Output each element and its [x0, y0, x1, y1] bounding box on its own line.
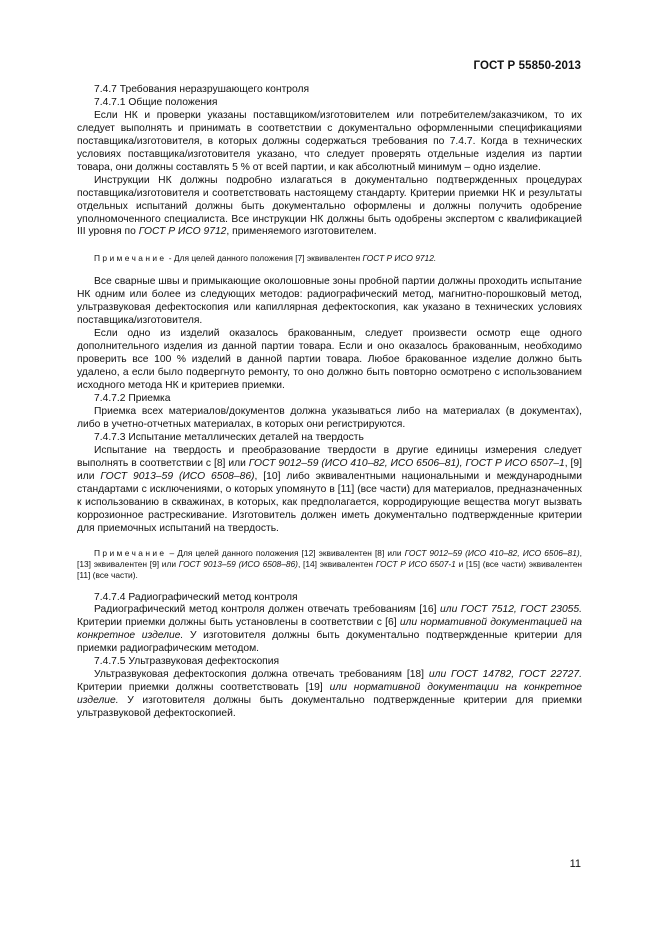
paragraph-general-1: Если НК и проверки указаны поставщиком/изготовителем или потребителем/заказчиком, то их следует выполнять и принимать в соответствии с документально оформленными спецификациями поставщика/изготовителя, в которых должны содержаться требования по 7.4.7. Когда в технических условиях поставщика/изготовителя указано, что следует проверять отдельные изделия из партии товара, они должны составлять 5 % от всей партии, и как абсолютный минимум – одно изделие. [77, 109, 582, 173]
standard-reference: или ГОСТ 14782, ГОСТ 22727. [428, 669, 582, 681]
standard-reference: ГОСТ Р ИСО 6507-1 [375, 558, 456, 569]
page-number: 11 [569, 858, 581, 870]
note-2: Примечание – Для целей данного положения [12] эквивалентен [8] или ГОСТ 9012–59 (ИСО 410–82, ИСО 6506–81), [13] эквивалентен [9] или ГОСТ 9013–59 (ИСО 6508–86), [14] эквивалентен ГОСТ Р ИСО 6507-1 и [15] (все части) эквивалентен [11] (все части). [77, 547, 582, 580]
standard-reference: ГОСТ 9012–59 (ИСО 410–82, ИСО 6506–81) [404, 547, 580, 558]
document-code: ГОСТ Р 55850-2013 [473, 60, 581, 72]
standard-reference: ГОСТ Р ИСО 9712. [362, 253, 437, 264]
standard-reference: ГОСТ 9013–59 (ИСО 6508–86) [100, 470, 255, 482]
standard-reference: или нормативной документации на конкретное изделие. [77, 682, 582, 707]
subsection-heading-7-4-7-3: 7.4.7.3 Испытание металлических деталей на твердость [94, 431, 364, 443]
note-1: Примечание - Для целей данного положения [7] эквивалентен ГОСТ Р ИСО 9712. [94, 253, 437, 264]
subsection-heading-7-4-7-4: 7.4.7.4 Радиографический метод контроля [94, 591, 298, 603]
standard-reference: или нормативной документацией на конкретное изделие. [77, 617, 582, 642]
standard-reference: ГОСТ 9012–59 (ИСО 410–82, ИСО 6506–81), ГОСТ Р ИСО 6507–1 [248, 457, 565, 469]
paragraph-ultrasonic: Ультразвуковая дефектоскопия должна отвечать требованиям [18] или ГОСТ 14782, ГОСТ 22727. Критерии приемки должны соответствовать [19] или нормативной документации на конкретное изделие. У изготовителя должны быть документально подтвержденные критерии для приемки ультразвуковой дефектоскопией. [77, 669, 582, 720]
section-heading-7-4-7: 7.4.7 Требования неразрушающего контроля [94, 84, 310, 95]
note-label: Примечание [94, 253, 167, 264]
subsection-heading-7-4-7-2: 7.4.7.2 Приемка [94, 393, 171, 405]
note-label: Примечание [94, 547, 167, 558]
paragraph-acceptance: Приемка всех материалов/документов должна указываться либо на материалах (в документах), либо в учетно-отчетных материалах, в которых они регистрируются. [77, 405, 582, 430]
standard-reference: ГОСТ Р ИСО 9712 [138, 226, 227, 238]
paragraph-radiography: Радиографический метод контроля должен отвечать требованиям [16] или ГОСТ 7512, ГОСТ 23055. Критерии приемки должны быть установлены в соответствии с [6] или нормативной документацией на конкретное изделие. У изготовителя должны быть документально подтвержденные критерии для приемки радиографическим методом. [77, 604, 582, 655]
paragraph-defective: Если одно из изделий оказалось бракованным, следует произвести осмотр еще одного дополнительного изделия из данной партии товара. Если и оно оказалось бракованным, необходимо проверить все 100 % изделий в данной партии товара. Любое бракованное изделие должно быть удалено, а если было подвергнуто ремонту, то оно должно быть повторно осмотрено с использованием исходного метода НК и критериев приемки. [77, 328, 582, 392]
subsection-heading-7-4-7-5: 7.4.7.5 Ультразвуковая дефектоскопия [94, 656, 280, 668]
paragraph-welds: Все сварные швы и примыкающие околошовные зоны пробной партии должны проходить испытание НК одним или более из следующих методов: радиографический метод, магнитно-порошковый метод, ультразвуковая дефектоскопия или капиллярная дефектоскопия, как указано в технических условиях поставщика/изготовителя. [77, 276, 582, 327]
paragraph-general-2: Инструкции НК должны подробно излагаться в документально подтвержденных процедурах поставщика/изготовителя и соответствовать настоящему стандарту. Критерии приемки НК и результаты отдельных испытаний должны быть документально оформлены и должны получить одобрение уполномоченного специалиста. Все инструкции НК должны быть одобрены экспертом с квалификацией III уровня по ГОСТ Р ИСО 9712, применяемого изготовителем. [77, 174, 582, 238]
standard-reference: ГОСТ 9013–59 (ИСО 6508–86) [178, 558, 298, 569]
page-body [77, 84, 582, 721]
subsection-heading-7-4-7-1: 7.4.7.1 Общие положения [94, 96, 218, 108]
standard-reference: или ГОСТ 7512, ГОСТ 23055. [440, 604, 582, 616]
paragraph-hardness: Испытание на твердость и преобразование твердости в другие единицы измерения следует выполнять в соответствии с [8] или ГОСТ 9012–59 (ИСО 410–82, ИСО 6506–81), ГОСТ Р ИСО 6507–1, [9] или ГОСТ 9013–59 (ИСО 6508–86), [10] либо эквивалентными национальными и международными стандартами с исключениями, о которых упомянуто в [11] (все части) для материалов, предназначенных к использованию в скважинах, в которых, как предполагается, корродирующие вещества могут вызвать коррозионное растрескивание. Изготовитель должен иметь документально подтвержденные критерии для приемочных испытаний на твердость. [77, 444, 583, 534]
